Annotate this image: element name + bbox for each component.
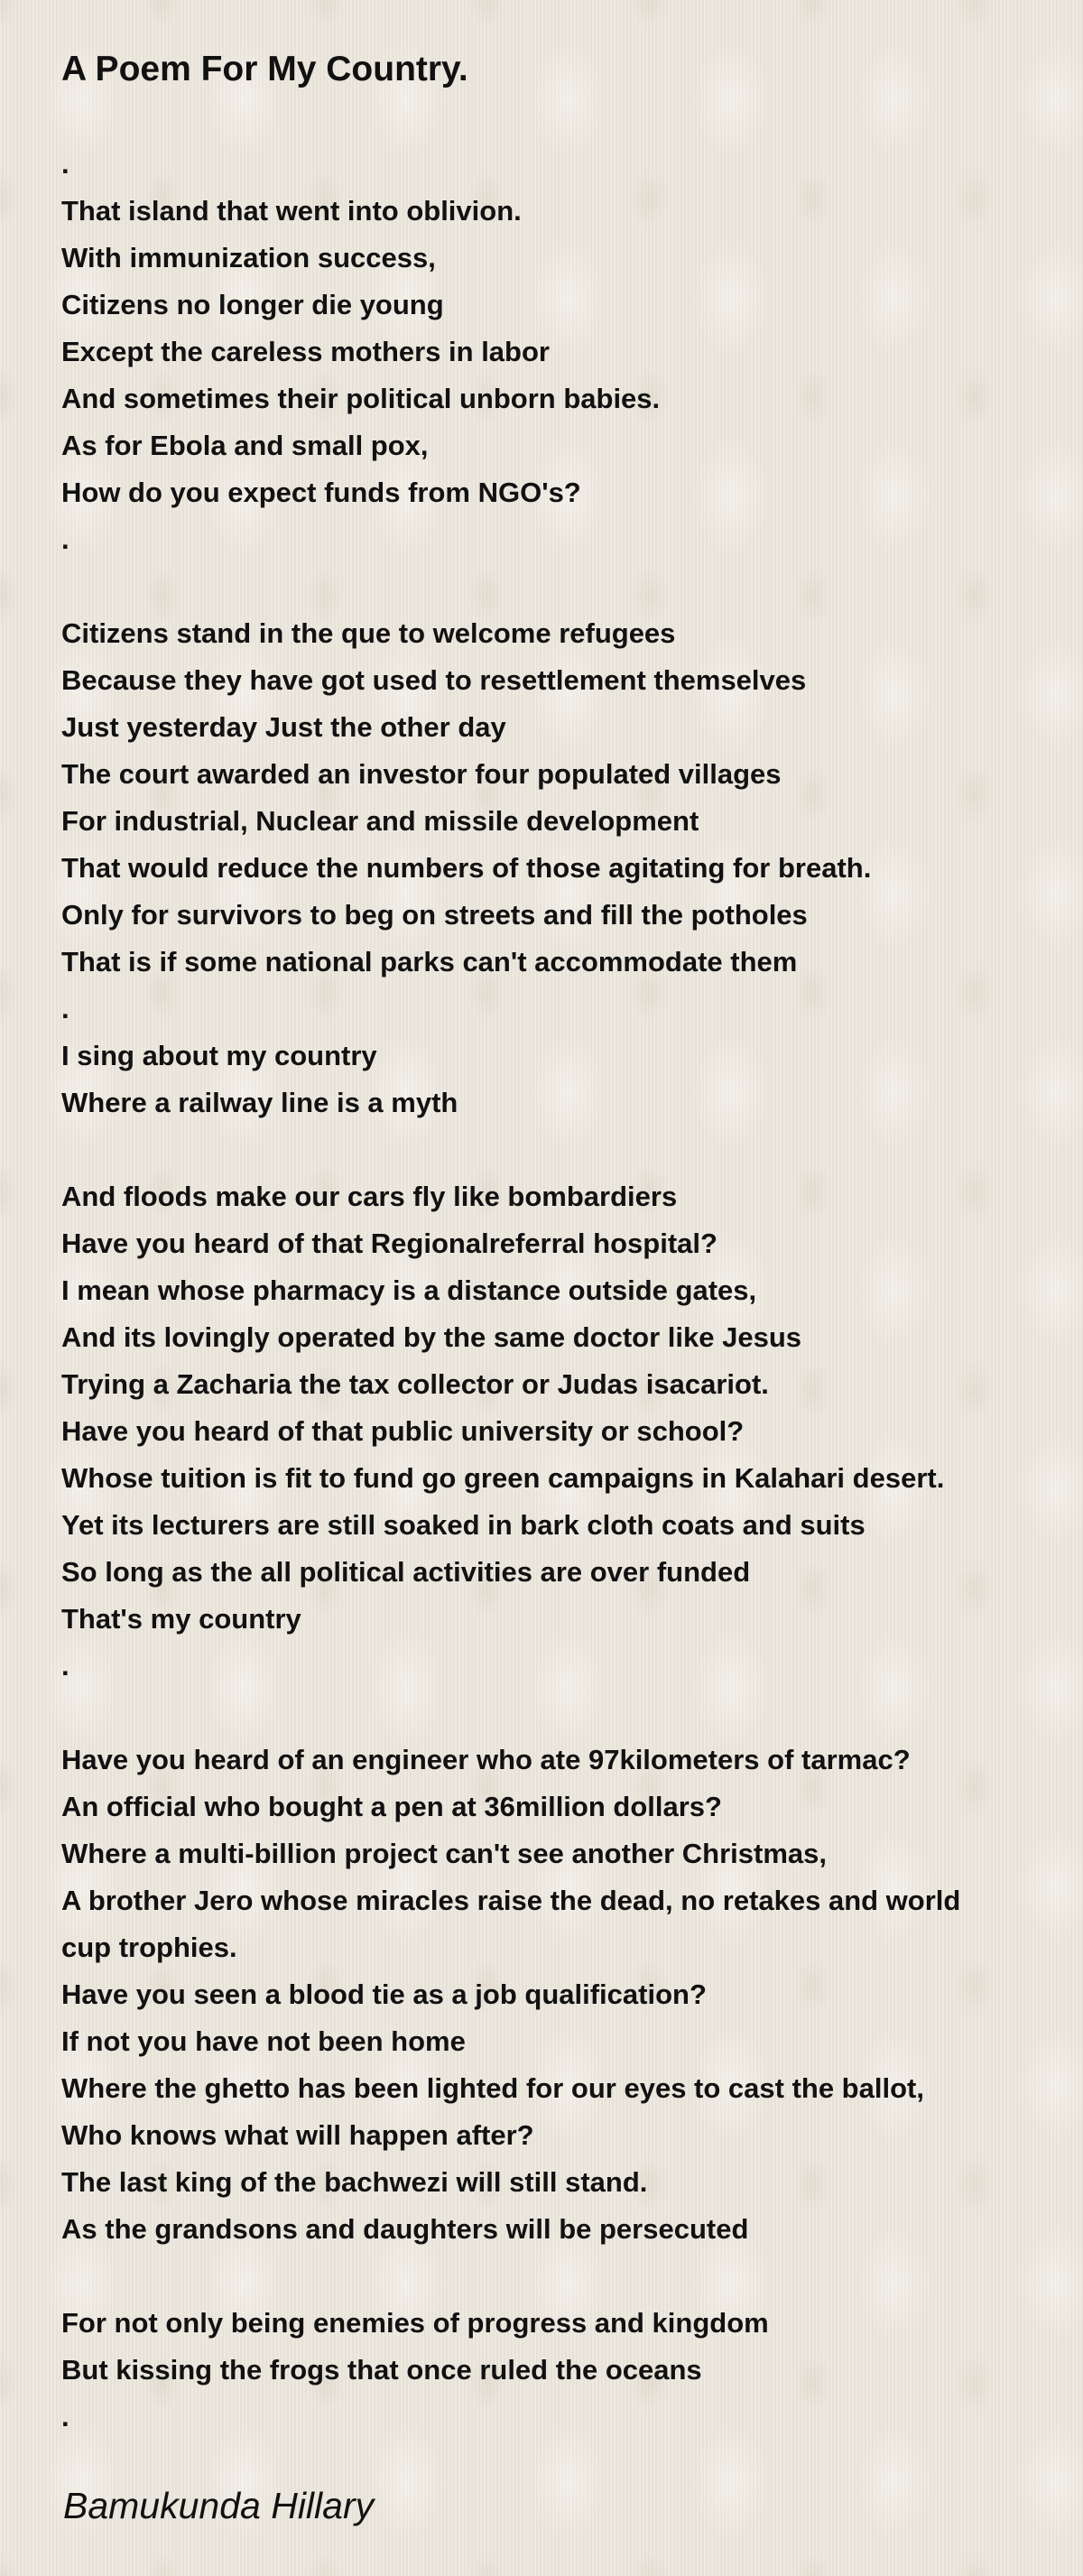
poem-line: Citizens no longer die young: [61, 289, 444, 320]
poem-line: Have you heard of that Regionalreferral hospital?: [61, 1228, 717, 1259]
poem-line: The court awarded an investor four populated villages: [61, 758, 782, 790]
poem-line: But kissing the frogs that once ruled the oceans: [61, 2354, 702, 2386]
poem-line: As the grandsons and daughters will be persecuted: [61, 2213, 749, 2245]
poem-author: Bamukunda Hillary: [63, 2485, 375, 2526]
poem-line: .: [61, 524, 69, 555]
stanza-break: [61, 2253, 1054, 2300]
poem-line: That would reduce the numbers of those agitating for breath.: [61, 852, 872, 884]
stanza-break: [61, 1690, 1054, 1737]
poem-line: I mean whose pharmacy is a distance outside gates,: [61, 1274, 757, 1306]
poem-line: Have you heard of an engineer who ate 97kilometers of tarmac?: [61, 1744, 911, 1775]
poem-line: .: [61, 1650, 69, 1682]
poem-line: Where the ghetto has been lighted for our eyes to cast the ballot,: [61, 2072, 924, 2104]
poem-line: If not you have not been home: [61, 2025, 466, 2057]
poem-line: Whose tuition is fit to fund go green campaigns in Kalahari desert.: [61, 1462, 945, 1494]
poem-title: A Poem For My Country.: [61, 50, 468, 88]
poem-line: Only for survivors to beg on streets and fill the potholes: [61, 899, 808, 931]
poem-line: That island that went into oblivion.: [61, 195, 522, 227]
poem-line: And sometimes their political unborn babies.: [61, 383, 661, 414]
poem-line: How do you expect funds from NGO's?: [61, 477, 581, 508]
stanza-break: [61, 563, 1054, 610]
poem-line: Except the careless mothers in labor: [61, 336, 550, 367]
poem-line: And its lovingly operated by the same doctor like Jesus: [61, 1321, 802, 1353]
poem-line: I sing about my country: [61, 1040, 377, 1071]
poem-line: Yet its lecturers are still soaked in bark cloth coats and suits: [61, 1509, 865, 1541]
poem-line: A brother Jero whose miracles raise the dead, no retakes and world: [61, 1885, 961, 1916]
poem-line: And floods make our cars fly like bombardiers: [61, 1181, 678, 1212]
poem-line: An official who bought a pen at 36million dollars?: [61, 1791, 722, 1822]
poem-line: Have you heard of that public university or school?: [61, 1415, 745, 1447]
poem-line: For not only being enemies of progress and kingdom: [61, 2307, 769, 2339]
poem-line: Because they have got used to resettlement themselves: [61, 664, 807, 696]
poem-line: As for Ebola and small pox,: [61, 430, 429, 461]
poem-line: Who knows what will happen after?: [61, 2119, 534, 2151]
stanza-break: [61, 1126, 1054, 1173]
poem-page: [61, 0, 1054, 2441]
poem-line: The last king of the bachwezi will still stand.: [61, 2166, 648, 2198]
poem-line: With immunization success,: [61, 242, 436, 273]
poem-line: Citizens stand in the que to welcome refugees: [61, 617, 676, 649]
poem-line: .: [61, 148, 69, 180]
poem-line: For industrial, Nuclear and missile development: [61, 805, 699, 837]
poem-line: .: [61, 2401, 69, 2432]
poem-body: [61, 141, 1054, 2441]
poem-line: Have you seen a blood tie as a job qualification?: [61, 1978, 707, 2010]
poem-line: That's my country: [61, 1603, 301, 1635]
poem-line: So long as the all political activities are over funded: [61, 1556, 751, 1588]
poem-line: That is if some national parks can't accommodate them: [61, 946, 798, 978]
poem-line: Where a railway line is a myth: [61, 1087, 458, 1118]
poem-line: Where a multi-billion project can't see another Christmas,: [61, 1838, 827, 1869]
poem-line: Just yesterday Just the other day: [61, 711, 506, 743]
poem-line: cup trophies.: [61, 1932, 237, 1963]
poem-line: Trying a Zacharia the tax collector or Judas isacariot.: [61, 1368, 769, 1400]
poem-line: .: [61, 993, 69, 1024]
